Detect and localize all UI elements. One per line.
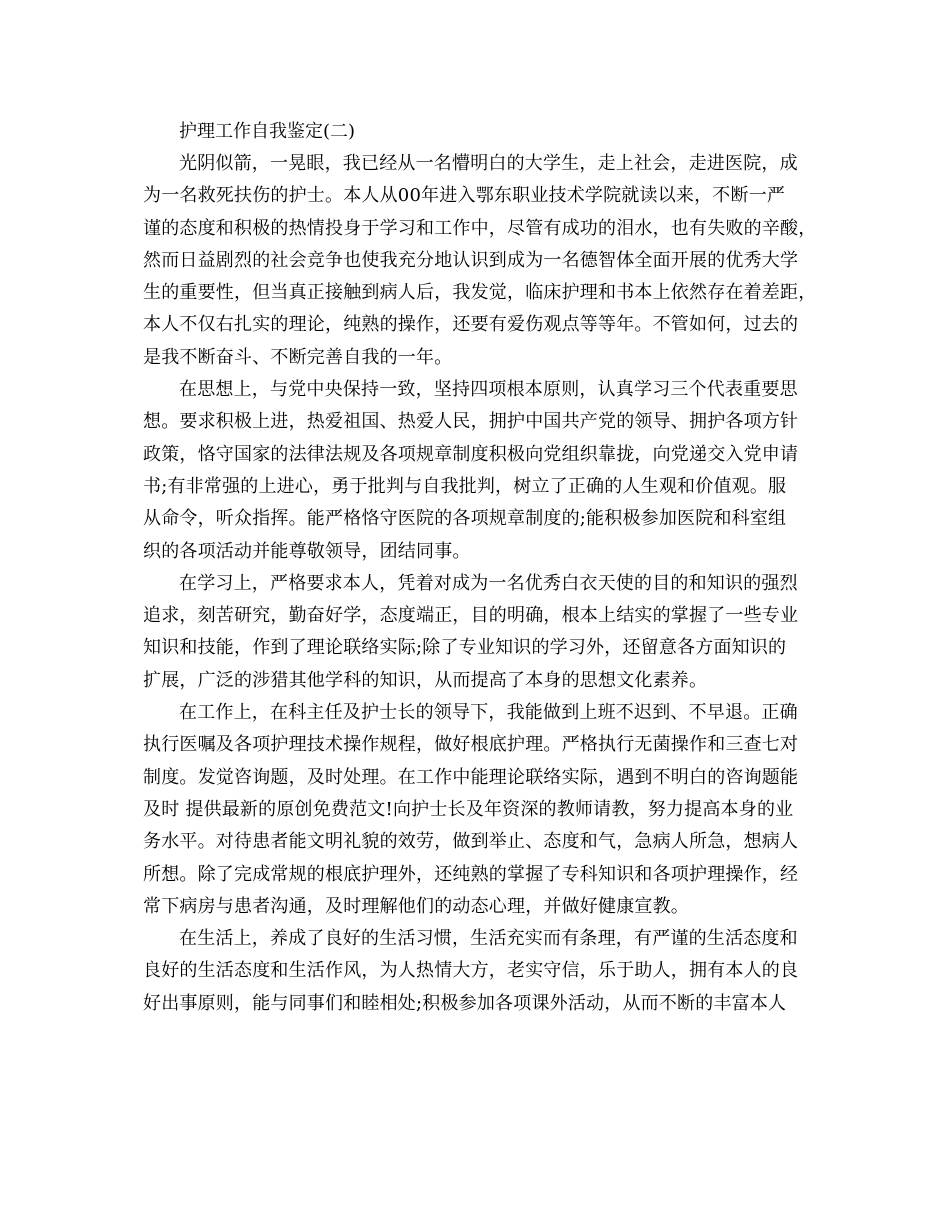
- text-line: 从命令，听众指挥。能严格恪守医院的各项规章制度的;能积极参加医院和科室组: [143, 508, 787, 530]
- text-line: 政策，恪守国家的法律法规及各项规章制度积极向党组织靠拢，向党递交入党申请: [143, 443, 799, 465]
- text-line: 谨的态度和积极的热情投身于学习和工作中，尽管有成功的泪水，也有失败的辛酸，: [143, 217, 817, 239]
- text-line: 为一名救死扶伤的护士。本人从00年进入鄂东职业技术学院就读以来，不断一严: [143, 185, 786, 207]
- text-line: 想。要求积极上进，热爱祖国、热爱人民，拥护中国共产党的领导、拥护各项方针: [143, 411, 799, 433]
- text-line: 生的重要性，但当真正接触到病人后，我发觉，临床护理和书本上依然存在着差距，: [143, 282, 817, 304]
- text-line: 扩展，广泛的涉猎其他学科的知识，从而提高了本身的思想文化素养。: [143, 669, 708, 691]
- paragraph-life: [143, 923, 828, 1020]
- text-line: 在工作上，在科主任及护士长的领导下，我能做到上班不迟到、不早退。正确: [179, 702, 798, 724]
- text-line: 制度。发觉咨询题，及时处理。在工作中能理论联络实际，遇到不明白的咨询题能: [143, 766, 799, 788]
- text-line: 然而日益剧烈的社会竞争也使我充分地认识到成为一名德智体全面开展的优秀大学: [143, 249, 799, 271]
- text-line: 本人不仅右扎实的理论，纯熟的操作，还要有爱伤观点等等年。不管如何，过去的: [143, 314, 799, 336]
- text-line: 在学习上，严格要求本人，凭着对成为一名优秀白衣天使的目的和知识的强烈: [179, 572, 798, 594]
- text-line: 好出事原则，能与同事们和睦相处;积极参加各项课外活动，从而不断的丰富本人: [143, 992, 787, 1014]
- text-line: 执行医嘱及各项护理技术操作规程，做好根底护理。严格执行无菌操作和三查七对: [143, 734, 799, 756]
- paragraph-study: [143, 568, 828, 697]
- text-line: 及时 提供最新的原创免费范文!向护士长及年资深的教师请教，努力提高本身的业: [143, 798, 794, 820]
- text-line: 是我不断奋斗、不断完善自我的一年。: [143, 346, 453, 368]
- text-line: 知识和技能，作到了理论联络实际;除了专业知识的学习外，还留意各方面知识的: [143, 637, 787, 659]
- paragraph-intro: [143, 148, 828, 374]
- text-line: 书;有非常强的上进心，勇于批判与自我批判，树立了正确的人生观和价值观。服: [143, 475, 787, 497]
- text-line: 织的各项活动并能尊敬领导，团结同事。: [143, 540, 471, 562]
- text-line: 追求，刻苦研究，勤奋好学，态度端正，目的明确，根本上结实的掌握了一些专业: [143, 605, 799, 627]
- text-line: 常下病房与患者沟通，及时理解他们的动态心理，并做好健康宣教。: [143, 895, 689, 917]
- text-line: 在思想上，与党中央保持一致，坚持四项根本原则，认真学习三个代表重要思: [179, 379, 798, 401]
- text-line: 在生活上，养成了良好的生活习惯，生活充实而有条理，有严谨的生活态度和: [179, 928, 798, 950]
- paragraph-work: [143, 697, 828, 923]
- document-body: [143, 116, 828, 1020]
- text-line: 良好的生活态度和生活作风，为人热情大方，老实守信，乐于助人，拥有本人的良: [143, 960, 799, 982]
- text-line: 务水平。对待患者能文明礼貌的效劳，做到举止、态度和气，急病人所急，想病人: [143, 831, 799, 853]
- text-line: 光阴似箭，一晃眼，我已经从一名懵明白的大学生，走上社会，走进医院，成: [179, 153, 798, 174]
- document-title: 护理工作自我鉴定(二): [179, 121, 356, 142]
- text-line: 所想。除了完成常规的根底护理外，还纯熟的掌握了专科知识和各项护理操作，经: [143, 863, 799, 885]
- paragraph-thought: [143, 374, 828, 568]
